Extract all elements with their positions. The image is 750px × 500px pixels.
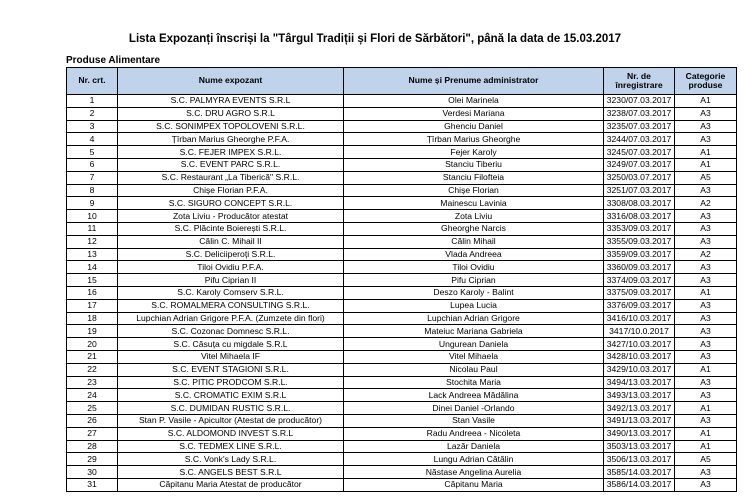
cell-exhibitor: Țîrban Marius Gheorghe P.F.A. xyxy=(118,133,344,146)
cell-nr: 19 xyxy=(67,325,118,338)
header-category: Categorie produse xyxy=(675,68,737,95)
cell-nr: 4 xyxy=(67,133,118,146)
cell-administrator: Zota Liviu xyxy=(344,210,604,223)
cell-exhibitor: Zota Liviu - Producător atestat xyxy=(118,210,344,223)
cell-exhibitor: S.C. PITIC PRODCOM S.R.L. xyxy=(118,376,344,389)
cell-nr: 10 xyxy=(67,210,118,223)
cell-nr: 9 xyxy=(67,197,118,210)
cell-exhibitor: Căpitanu Maria Atestat de producător xyxy=(118,478,344,491)
cell-category: A3 xyxy=(675,325,737,338)
cell-administrator: Lupchian Adrian Grigore xyxy=(344,312,604,325)
cell-registration: 3506/13.03.2017 xyxy=(604,453,675,466)
table-row xyxy=(67,389,737,402)
cell-category: A1 xyxy=(675,440,737,453)
cell-nr: 29 xyxy=(67,453,118,466)
cell-administrator: Radu Andreea - Nicoleta xyxy=(344,427,604,440)
table-row xyxy=(67,274,737,287)
cell-nr: 8 xyxy=(67,184,118,197)
cell-registration: 3585/14.03.2017 xyxy=(604,466,675,479)
cell-nr: 13 xyxy=(67,248,118,261)
cell-nr: 2 xyxy=(67,107,118,120)
cell-registration: 3493/13.03.2017 xyxy=(604,389,675,402)
cell-registration: 3376/09.03.2017 xyxy=(604,299,675,312)
cell-administrator: Lazăr Daniela xyxy=(344,440,604,453)
table-row xyxy=(67,261,737,274)
cell-registration: 3417/10.0.2017 xyxy=(604,325,675,338)
document-title: Lista Expozanți înscriși la "Târgul Tradiții și Flori de Sărbători", până la data de 15.03.2017 xyxy=(128,33,622,45)
cell-registration: 3249/07.03.2017 xyxy=(604,158,675,171)
cell-category: A3 xyxy=(675,389,737,402)
cell-exhibitor: S.C. Plăcinte Boierești S.R.L. xyxy=(118,222,344,235)
cell-category: A5 xyxy=(675,453,737,466)
cell-registration: 3491/13.03.2017 xyxy=(604,414,675,427)
cell-nr: 22 xyxy=(67,363,118,376)
cell-nr: 1 xyxy=(67,95,118,108)
cell-registration: 3251/07.03.2017 xyxy=(604,184,675,197)
cell-administrator: Tiloi Ovidiu xyxy=(344,261,604,274)
cell-registration: 3355/09.03.2017 xyxy=(604,235,675,248)
table-row xyxy=(67,363,737,376)
cell-exhibitor: S.C. Căsuța cu migdale S.R.L xyxy=(118,338,344,351)
cell-category: A1 xyxy=(675,95,737,108)
cell-administrator: Olei Marinela xyxy=(344,95,604,108)
cell-nr: 20 xyxy=(67,338,118,351)
cell-administrator: Dinei Daniel -Orlando xyxy=(344,402,604,415)
cell-nr: 17 xyxy=(67,299,118,312)
cell-nr: 11 xyxy=(67,222,118,235)
table-row xyxy=(67,210,737,223)
cell-administrator: Stanciu Filofteia xyxy=(344,171,604,184)
cell-category: A3 xyxy=(675,466,737,479)
header-exponent: Nume expozant xyxy=(118,68,344,95)
table-row xyxy=(67,158,737,171)
cell-nr: 5 xyxy=(67,146,118,159)
table-row xyxy=(67,146,737,159)
cell-registration: 3230/07.03.2017 xyxy=(604,95,675,108)
cell-category: A2 xyxy=(675,197,737,210)
cell-exhibitor: S.C. Cozonac Domnesc S.R.L. xyxy=(118,325,344,338)
cell-exhibitor: S.C. Karoly Comserv S.R.L. xyxy=(118,286,344,299)
cell-category: A1 xyxy=(675,363,737,376)
cell-nr: 27 xyxy=(67,427,118,440)
table-row xyxy=(67,120,737,133)
cell-administrator: Fejer Karoly xyxy=(344,146,604,159)
cell-nr: 24 xyxy=(67,389,118,402)
cell-registration: 3490/13.03.2017 xyxy=(604,427,675,440)
header-registration: Nr. de înregistrare xyxy=(604,68,675,95)
table-row xyxy=(67,286,737,299)
cell-administrator: Nicolau Paul xyxy=(344,363,604,376)
table-row xyxy=(67,338,737,351)
cell-nr: 21 xyxy=(67,350,118,363)
cell-administrator: Țîrban Marius Gheorghe xyxy=(344,133,604,146)
cell-category: A3 xyxy=(675,376,737,389)
cell-exhibitor: S.C. PALMYRA EVENTS S.R.L xyxy=(118,95,344,108)
table-row xyxy=(67,427,737,440)
table-row xyxy=(67,299,737,312)
cell-administrator: Mateiuc Mariana Gabriela xyxy=(344,325,604,338)
cell-exhibitor: Chișe Florian P.F.A. xyxy=(118,184,344,197)
cell-registration: 3360/09.03.2017 xyxy=(604,261,675,274)
table-row xyxy=(67,248,737,261)
cell-exhibitor: S.C. EVENT STAGIONI S.R.L. xyxy=(118,363,344,376)
cell-registration: 3492/13.03.2017 xyxy=(604,402,675,415)
section-heading: Produse Alimentare xyxy=(66,55,161,66)
cell-exhibitor: S.C. DUMIDAN RUSTIC S.R.L. xyxy=(118,402,344,415)
cell-administrator: Deszo Karoly - Balint xyxy=(344,286,604,299)
cell-nr: 23 xyxy=(67,376,118,389)
cell-administrator: Căpitanu Maria xyxy=(344,478,604,491)
cell-administrator: Chișe Florian xyxy=(344,184,604,197)
table-row xyxy=(67,312,737,325)
table-row xyxy=(67,414,737,427)
table-row xyxy=(67,453,737,466)
cell-registration: 3494/13.03.2017 xyxy=(604,376,675,389)
cell-registration: 3586/14.03.2017 xyxy=(604,478,675,491)
table-header-row xyxy=(67,68,737,95)
cell-registration: 3353/09.03.2017 xyxy=(604,222,675,235)
cell-nr: 7 xyxy=(67,171,118,184)
cell-administrator: Lupea Lucia xyxy=(344,299,604,312)
cell-administrator: Vlada Andreea xyxy=(344,248,604,261)
cell-registration: 3374/09.03.2017 xyxy=(604,274,675,287)
cell-category: A1 xyxy=(675,427,737,440)
header-admin: Nume și Prenume administrator xyxy=(344,68,604,95)
cell-category: A3 xyxy=(675,235,737,248)
cell-category: A3 xyxy=(675,299,737,312)
cell-nr: 15 xyxy=(67,274,118,287)
cell-exhibitor: S.C. ANGELS BEST S.R.L xyxy=(118,466,344,479)
table-row xyxy=(67,376,737,389)
cell-exhibitor: S.C. FEJER IMPEX S.R.L. xyxy=(118,146,344,159)
cell-nr: 31 xyxy=(67,478,118,491)
cell-exhibitor: S.C. SIGURO CONCEPT S.R.L. xyxy=(118,197,344,210)
exhibitors-table xyxy=(66,67,737,492)
cell-nr: 28 xyxy=(67,440,118,453)
cell-nr: 25 xyxy=(67,402,118,415)
cell-nr: 30 xyxy=(67,466,118,479)
table-row xyxy=(67,171,737,184)
cell-exhibitor: S.C. Restaurant „La Tiberică" S.R.L. xyxy=(118,171,344,184)
cell-administrator: Stanciu Tiberiu xyxy=(344,158,604,171)
cell-registration: 3375/09.03.2017 xyxy=(604,286,675,299)
cell-registration: 3427/10.03.2017 xyxy=(604,338,675,351)
cell-nr: 14 xyxy=(67,261,118,274)
cell-registration: 3316/08.03.2017 xyxy=(604,210,675,223)
cell-registration: 3503/13.03.2017 xyxy=(604,440,675,453)
cell-administrator: Gheorghe Narcis xyxy=(344,222,604,235)
cell-registration: 3428/10.03.2017 xyxy=(604,350,675,363)
cell-exhibitor: Lupchian Adrian Grigore P.F.A. (Zumzete din flori) xyxy=(118,312,344,325)
table-row xyxy=(67,95,737,108)
cell-category: A2 xyxy=(675,248,737,261)
cell-category: A3 xyxy=(675,107,737,120)
cell-exhibitor: S.C. ROMALMERA CONSULTING S.R.L. xyxy=(118,299,344,312)
cell-category: A3 xyxy=(675,414,737,427)
cell-exhibitor: Vitel Mihaela IF xyxy=(118,350,344,363)
cell-exhibitor: S.C. DRU AGRO S.R.L xyxy=(118,107,344,120)
cell-exhibitor: Stan P. Vasile - Apicultor (Atestat de producător) xyxy=(118,414,344,427)
cell-administrator: Ghenciu Daniel xyxy=(344,120,604,133)
cell-exhibitor: S.C. CROMATIC EXIM S.R.L xyxy=(118,389,344,402)
cell-category: A3 xyxy=(675,222,737,235)
table-row xyxy=(67,350,737,363)
cell-nr: 26 xyxy=(67,414,118,427)
cell-registration: 3238/07.03.2017 xyxy=(604,107,675,120)
table-row xyxy=(67,197,737,210)
cell-administrator: Năstase Angelina Aurelia xyxy=(344,466,604,479)
cell-registration: 3416/10.03.2017 xyxy=(604,312,675,325)
cell-registration: 3245/07.03.2017 xyxy=(604,146,675,159)
table-row xyxy=(67,478,737,491)
cell-category: A3 xyxy=(675,338,737,351)
table-row xyxy=(67,184,737,197)
cell-category: A3 xyxy=(675,261,737,274)
cell-nr: 12 xyxy=(67,235,118,248)
cell-registration: 3359/09.03.2017 xyxy=(604,248,675,261)
cell-nr: 16 xyxy=(67,286,118,299)
table-row xyxy=(67,235,737,248)
header-nr: Nr. crt. xyxy=(67,68,118,95)
cell-category: A3 xyxy=(675,350,737,363)
cell-exhibitor: S.C. Vonk's Lady S.R.L. xyxy=(118,453,344,466)
cell-administrator: Stan Vasile xyxy=(344,414,604,427)
cell-category: A3 xyxy=(675,120,737,133)
cell-registration: 3429/10.03.2017 xyxy=(604,363,675,376)
cell-administrator: Pifu Ciprian xyxy=(344,274,604,287)
table-row xyxy=(67,133,737,146)
cell-category: A1 xyxy=(675,402,737,415)
cell-exhibitor: Pifu Ciprian II xyxy=(118,274,344,287)
cell-registration: 3244/07.03.2017 xyxy=(604,133,675,146)
cell-exhibitor: S.C. TEDMEX LINE S.R.L. xyxy=(118,440,344,453)
cell-exhibitor: Tiloi Ovidiu P.F.A. xyxy=(118,261,344,274)
table-body xyxy=(67,95,737,492)
cell-nr: 18 xyxy=(67,312,118,325)
cell-exhibitor: S.C. EVENT PARC S.R.L. xyxy=(118,158,344,171)
cell-administrator: Verdesi Mariana xyxy=(344,107,604,120)
cell-administrator: Călin Mihail xyxy=(344,235,604,248)
cell-administrator: Lungu Adrian Cătălin xyxy=(344,453,604,466)
cell-administrator: Vitel Mihaela xyxy=(344,350,604,363)
cell-category: A1 xyxy=(675,146,737,159)
cell-exhibitor: S.C. ALDOMOND INVEST S.R.L xyxy=(118,427,344,440)
cell-administrator: Mainescu Lavinia xyxy=(344,197,604,210)
cell-category: A1 xyxy=(675,158,737,171)
cell-administrator: Ungurean Daniela xyxy=(344,338,604,351)
cell-category: A3 xyxy=(675,210,737,223)
cell-administrator: Lack Andreea Mădălina xyxy=(344,389,604,402)
table-row xyxy=(67,402,737,415)
table-row xyxy=(67,325,737,338)
cell-category: A3 xyxy=(675,274,737,287)
cell-category: A5 xyxy=(675,171,737,184)
cell-category: A3 xyxy=(675,133,737,146)
cell-category: A3 xyxy=(675,312,737,325)
cell-registration: 3250/03.07.2017 xyxy=(604,171,675,184)
cell-nr: 6 xyxy=(67,158,118,171)
table-row xyxy=(67,222,737,235)
cell-registration: 3308/08.03.2017 xyxy=(604,197,675,210)
cell-exhibitor: S.C. Deliciiperoți S.R.L. xyxy=(118,248,344,261)
cell-administrator: Stochita Maria xyxy=(344,376,604,389)
table-row xyxy=(67,466,737,479)
cell-exhibitor: Călin C. Mihail II xyxy=(118,235,344,248)
cell-category: A3 xyxy=(675,478,737,491)
cell-registration: 3235/07.03.2017 xyxy=(604,120,675,133)
cell-nr: 3 xyxy=(67,120,118,133)
cell-exhibitor: S.C. SONIMPEX TOPOLOVENI S.R.L. xyxy=(118,120,344,133)
table-row xyxy=(67,440,737,453)
table-row xyxy=(67,107,737,120)
cell-category: A1 xyxy=(675,286,737,299)
cell-category: A3 xyxy=(675,184,737,197)
